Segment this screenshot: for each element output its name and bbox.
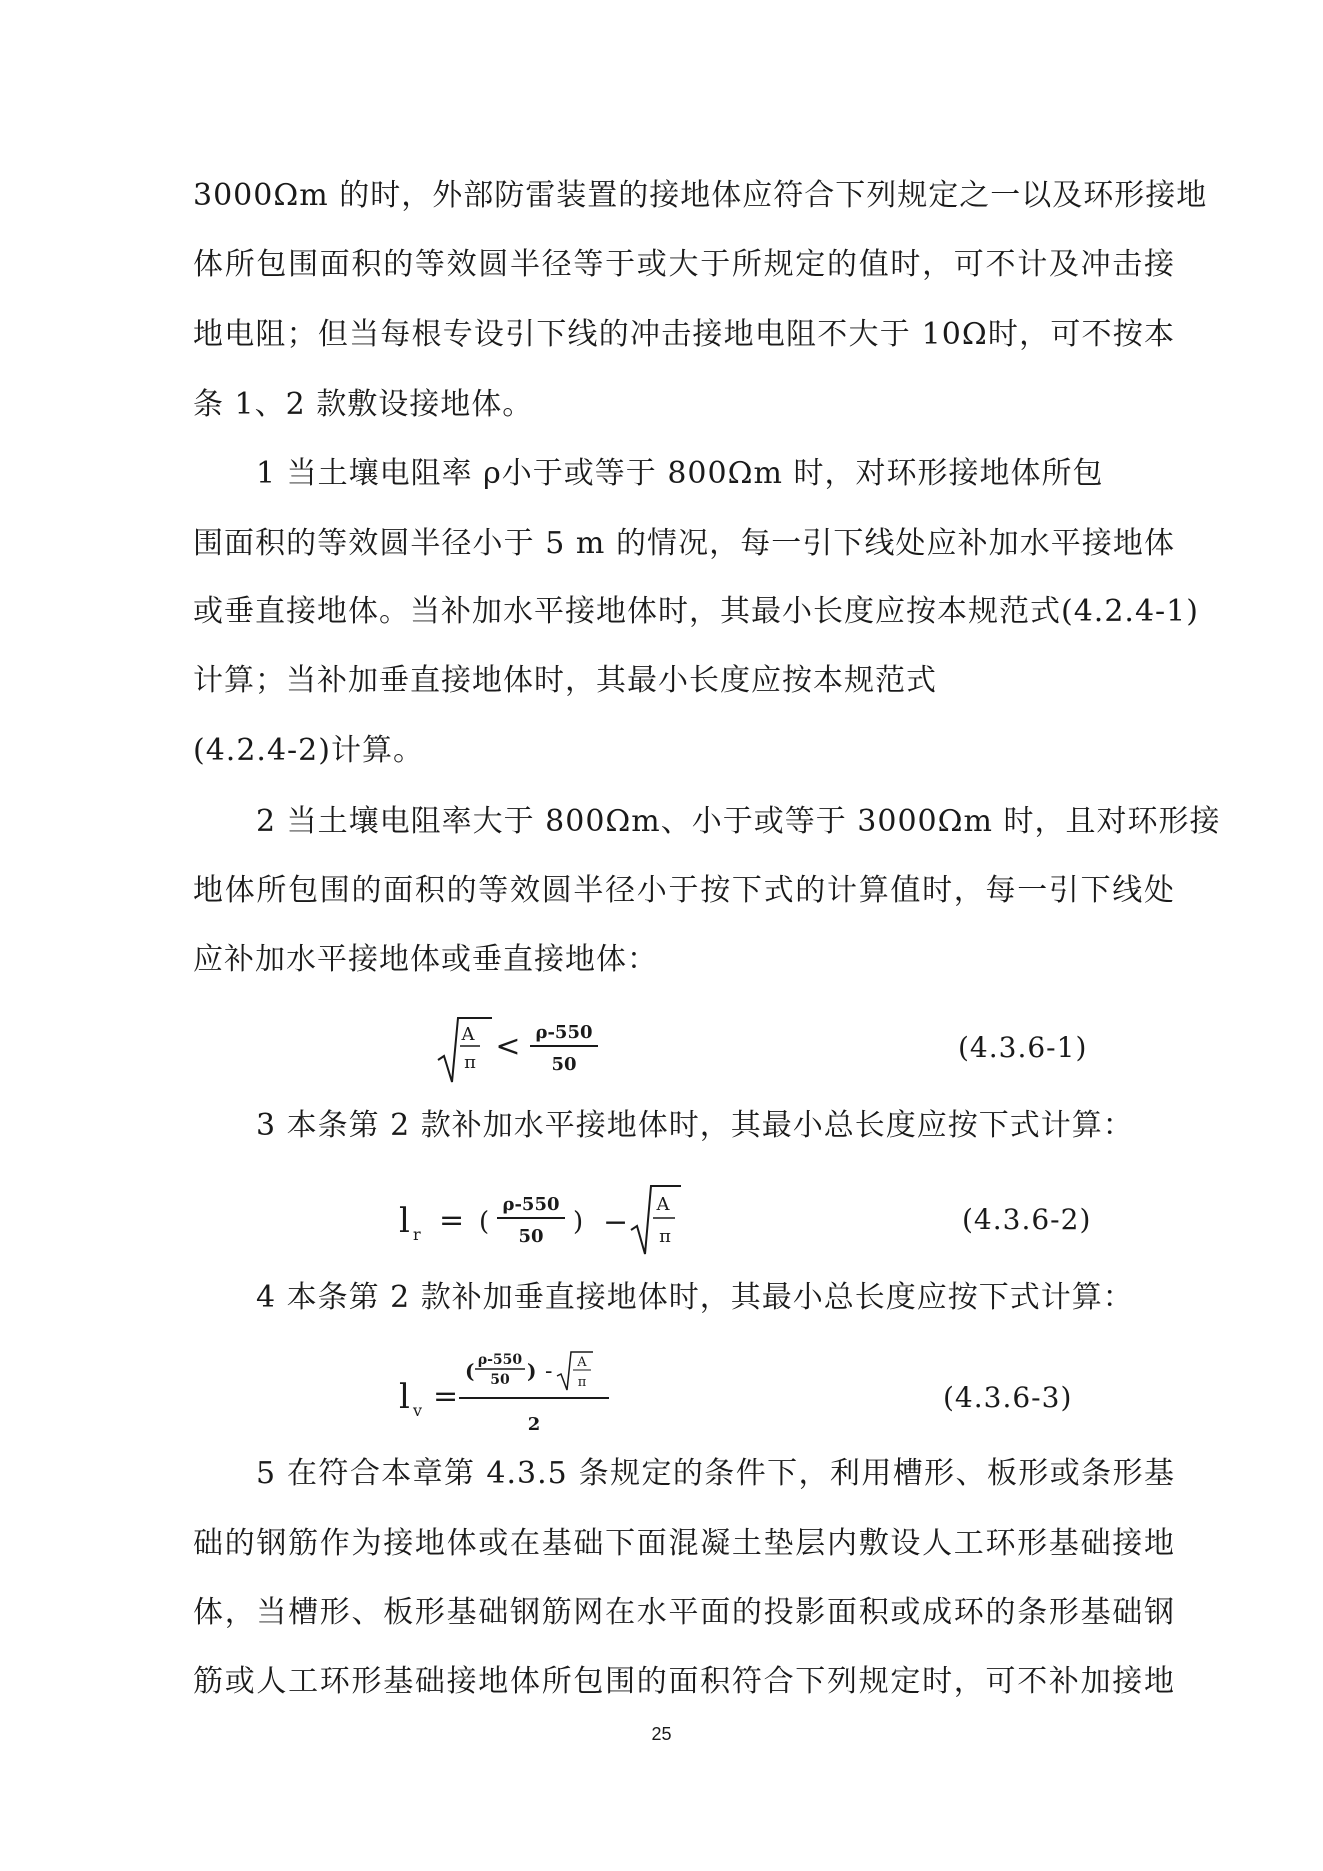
page-number: 25	[651, 1724, 672, 1744]
list-item-2-line: 2 当土壤电阻率大于 800Ωm、小于或等于 3000Ωm 时，且对环形接	[256, 804, 1221, 839]
minus-sign: -	[545, 1359, 553, 1384]
inner-numerator: ρ-550	[477, 1352, 523, 1368]
radicand-numerator: A	[461, 1024, 475, 1045]
minus-sign: −	[603, 1205, 629, 1240]
list-item-4-line: 4 本条第 2 款补加垂直接地体时，其最小总长度应按下式计算：	[256, 1280, 1134, 1315]
body-text-line: 应补加水平接地体或垂直接地体：	[193, 942, 658, 977]
body-text-line: 围面积的等效圆半径小于 5 m 的情况，每一引下线处应补加水平接地体	[193, 526, 1175, 561]
open-paren: (	[479, 1207, 490, 1237]
fraction-denominator: 50	[518, 1226, 544, 1247]
body-text-line: 地体所包围的面积的等效圆半径小于按下式的计算值时，每一引下线处	[193, 873, 1175, 908]
formula-4-3-6-1	[436, 1010, 606, 1094]
fraction-numerator: ρ-550	[535, 1022, 593, 1043]
close-paren: )	[573, 1207, 584, 1237]
radicand-denominator: π	[577, 1375, 587, 1390]
body-text-line: 或垂直接地体。当补加水平接地体时，其最小长度应按本规范式(4.2.4-1)	[193, 594, 1199, 629]
lhs-symbol: l	[399, 1201, 410, 1241]
body-text-line: 条 1、2 款敷设接地体。	[193, 387, 534, 422]
inner-denominator: 50	[490, 1372, 510, 1388]
formula-4-3-6-2	[395, 1180, 695, 1264]
list-item-1-line: 1 当土壤电阻率 ρ小于或等于 800Ωm 时，对环形接地体所包	[256, 456, 1104, 491]
body-text-line: 计算；当补加垂直接地体时，其最小长度应按本规范式	[193, 663, 937, 698]
body-text-line: 础的钢筋作为接地体或在基础下面混凝土垫层内敷设人工环形基础接地	[193, 1526, 1175, 1561]
equation-number: (4.3.6-2)	[962, 1203, 1092, 1236]
fraction-denominator: 50	[551, 1054, 577, 1075]
less-than-sign: <	[495, 1029, 521, 1064]
radicand-denominator: π	[464, 1052, 476, 1073]
equation-number: (4.3.6-1)	[958, 1031, 1088, 1064]
body-text-line: (4.2.4-2)计算。	[193, 733, 424, 768]
list-item-5-line: 5 在符合本章第 4.3.5 条规定的条件下，利用槽形、板形或条形基	[256, 1456, 1175, 1491]
lhs-subscript: r	[413, 1225, 421, 1244]
fraction-denominator: 2	[527, 1414, 541, 1435]
equation-number: (4.3.6-3)	[943, 1381, 1073, 1414]
body-text-line: 体，当槽形、板形基础钢筋网在水平面的投影面积或成环的条形基础钢	[193, 1595, 1175, 1630]
equals-sign: =	[439, 1203, 465, 1238]
lhs-symbol: l	[399, 1377, 410, 1417]
fraction-numerator: ρ-550	[502, 1194, 560, 1215]
formula-4-3-6-3	[395, 1348, 625, 1442]
body-text-line: 筋或人工环形基础接地体所包围的面积符合下列规定时，可不补加接地	[193, 1664, 1175, 1699]
equals-sign: =	[433, 1379, 459, 1414]
open-paren: (	[465, 1359, 475, 1383]
body-text-line: 3000Ωm 的时，外部防雷装置的接地体应符合下列规定之一以及环形接地	[193, 178, 1208, 213]
close-paren: )	[527, 1359, 537, 1383]
radicand-numerator: A	[577, 1355, 587, 1370]
radicand-numerator: A	[656, 1194, 670, 1215]
lhs-subscript: v	[413, 1401, 423, 1420]
body-text-line: 地电阻；但当每根专设引下线的冲击接地电阻不大于 10Ω时，可不按本	[193, 317, 1175, 352]
body-text-line: 体所包围面积的等效圆半径等于或大于所规定的值时，可不计及冲击接	[193, 247, 1175, 282]
list-item-3-line: 3 本条第 2 款补加水平接地体时，其最小总长度应按下式计算：	[256, 1108, 1134, 1143]
radicand-denominator: π	[659, 1226, 671, 1247]
